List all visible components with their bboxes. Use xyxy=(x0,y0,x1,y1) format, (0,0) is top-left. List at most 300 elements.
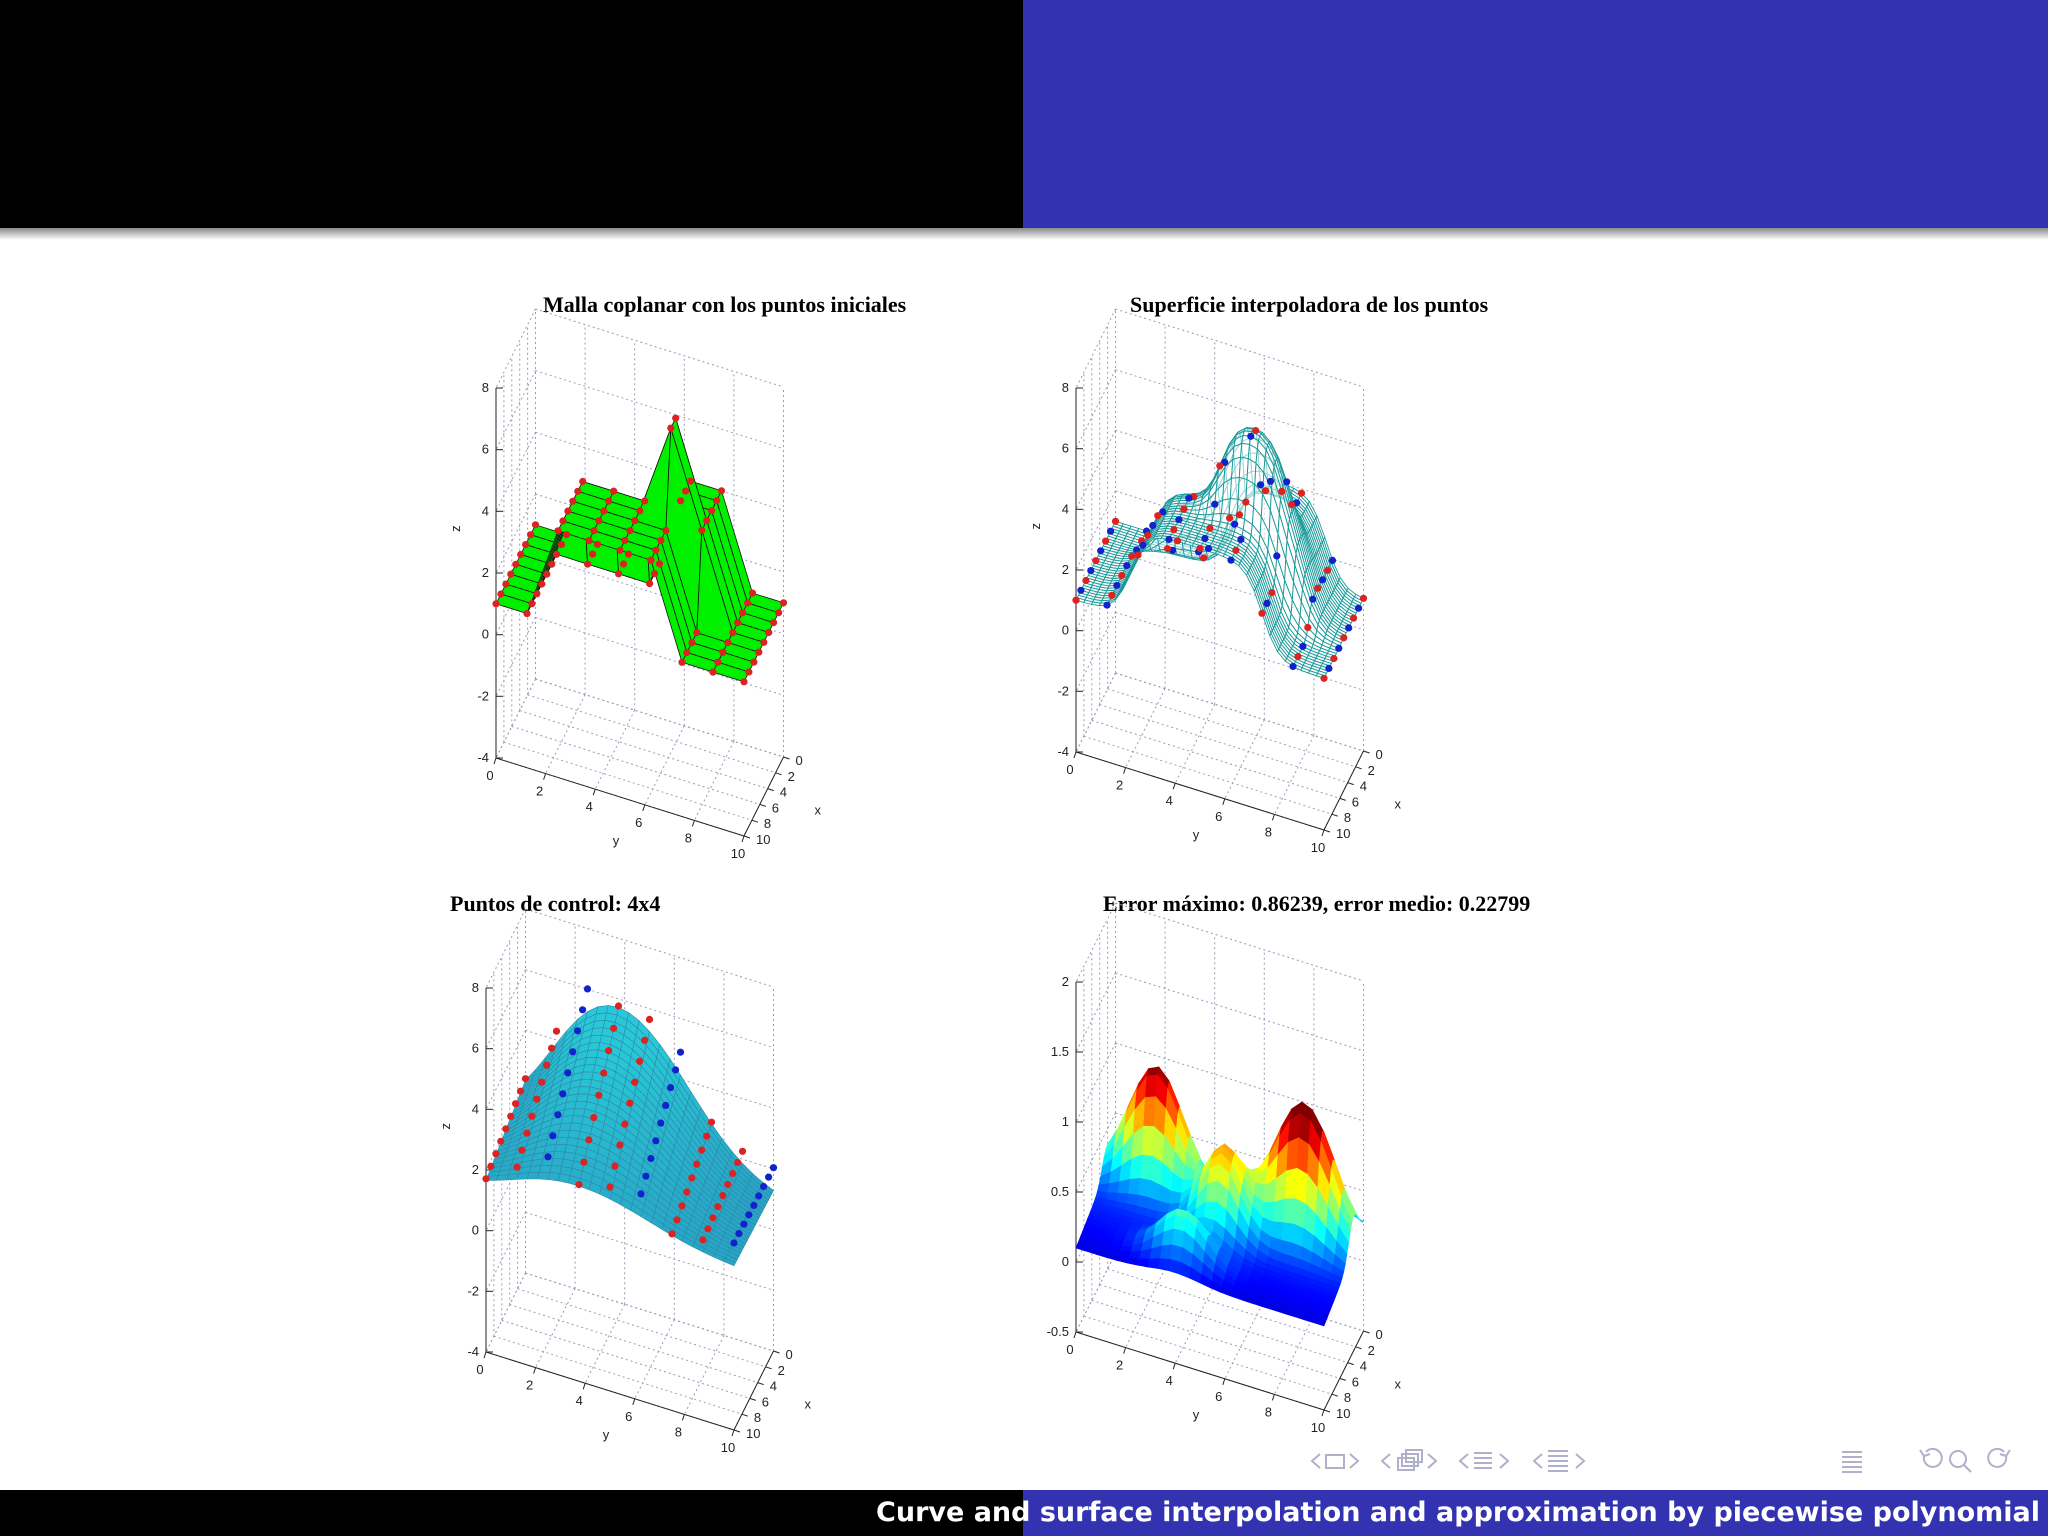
data-point-marker xyxy=(1237,536,1244,543)
plot-error-surface xyxy=(1020,870,1610,1440)
data-point-marker xyxy=(735,1230,742,1237)
surface-face xyxy=(551,1159,563,1167)
data-point-marker xyxy=(719,1192,726,1199)
data-point-marker xyxy=(693,629,700,636)
z-tick-label: 4 xyxy=(471,1101,479,1117)
data-point-marker xyxy=(580,1159,587,1166)
x-tick-label: 6 xyxy=(771,800,780,816)
data-point-marker xyxy=(765,1174,772,1181)
grid-line xyxy=(1076,903,1116,982)
nav-subsection-icon[interactable] xyxy=(1382,1450,1436,1470)
data-point-marker xyxy=(1227,557,1234,564)
data-point-marker xyxy=(724,639,731,646)
y-tick xyxy=(494,758,496,764)
data-point-marker xyxy=(693,1161,700,1168)
x-tick xyxy=(742,1414,748,1416)
data-point-marker xyxy=(750,659,757,666)
data-point-marker xyxy=(548,561,555,568)
surface-face xyxy=(561,1116,573,1124)
data-point-marker xyxy=(1164,545,1171,552)
data-point-marker xyxy=(1309,596,1316,603)
data-point-marker xyxy=(594,541,601,548)
data-point-marker xyxy=(543,571,550,578)
y-tick-label: 10 xyxy=(730,846,746,861)
data-point-marker xyxy=(683,649,690,656)
z-tick-label: 0 xyxy=(1061,622,1069,638)
data-point-marker xyxy=(1201,535,1208,542)
data-point-marker xyxy=(739,609,746,616)
plot-title: Error máximo: 0.86239, error medio: 0.22799 xyxy=(1103,891,1531,916)
x-tick-label: 10 xyxy=(756,832,771,847)
data-point-marker xyxy=(564,1069,571,1076)
data-point-marker xyxy=(1118,572,1125,579)
nav-frame-icon[interactable] xyxy=(1312,1454,1358,1468)
data-point-marker xyxy=(512,561,519,568)
y-tick-label: 4 xyxy=(585,799,593,815)
y-tick-label: 0 xyxy=(486,768,494,783)
grid-line xyxy=(496,617,536,696)
data-point-marker xyxy=(703,1133,710,1140)
x-tick xyxy=(750,1398,756,1400)
grid-line xyxy=(518,1289,766,1367)
data-point-marker xyxy=(688,1174,695,1181)
grid-line xyxy=(486,909,526,988)
grid-line xyxy=(635,1320,675,1399)
data-point-marker xyxy=(672,415,679,422)
grid-line xyxy=(526,1273,774,1351)
nav-back-icon[interactable] xyxy=(1920,1449,1942,1467)
data-point-marker xyxy=(637,1190,644,1197)
surface-face xyxy=(1206,1181,1218,1202)
data-point-marker xyxy=(522,1075,529,1082)
data-point-marker xyxy=(662,1102,669,1109)
data-point-marker xyxy=(1268,589,1275,596)
grid-line xyxy=(1076,370,1116,449)
z-axis-label: z xyxy=(448,525,463,532)
surface-face xyxy=(1169,1260,1181,1275)
data-point-marker xyxy=(1283,478,1290,485)
data-point-marker xyxy=(611,1162,618,1169)
grid-line xyxy=(528,695,776,773)
data-point-marker xyxy=(1108,592,1115,599)
data-point-marker xyxy=(682,487,689,494)
y-axis-label: y xyxy=(1192,827,1200,842)
data-point-marker xyxy=(1200,554,1207,561)
data-point-marker xyxy=(559,1090,566,1097)
surface-face xyxy=(1128,1258,1140,1265)
grid-line xyxy=(496,679,536,758)
data-point-marker xyxy=(616,1142,623,1149)
data-point-marker xyxy=(502,1125,509,1132)
y-tick-label: 6 xyxy=(635,814,643,830)
y-tick xyxy=(484,1352,486,1358)
data-point-marker xyxy=(563,531,570,538)
data-point-marker xyxy=(1288,501,1295,508)
data-point-marker xyxy=(755,649,762,656)
data-point-marker xyxy=(1340,634,1347,641)
z-tick-label: 6 xyxy=(1061,440,1069,456)
y-tick xyxy=(1322,1410,1324,1416)
y-tick-label: 4 xyxy=(575,1393,583,1409)
nav-presentation-icon[interactable] xyxy=(1534,1451,1584,1471)
data-point-marker xyxy=(1314,585,1321,592)
y-axis-label: y xyxy=(602,1427,610,1442)
surface-face xyxy=(1128,1178,1140,1195)
data-point-marker xyxy=(719,649,726,656)
z-tick-label: 4 xyxy=(1061,501,1069,517)
data-point-marker xyxy=(554,527,561,534)
data-point-marker xyxy=(729,629,736,636)
surface-face xyxy=(555,1145,567,1152)
data-point-marker xyxy=(668,1230,675,1237)
nav-section-icon[interactable] xyxy=(1460,1453,1508,1468)
data-point-marker xyxy=(652,547,659,554)
data-point-marker xyxy=(1298,490,1305,497)
footer-title: Curve and surface interpolation and approximation by piecewise polynomial xyxy=(876,1497,2040,1528)
x-tick-label: 0 xyxy=(1375,747,1383,762)
surface-face xyxy=(1273,1199,1285,1223)
surface-face xyxy=(1159,1259,1171,1271)
data-point-marker xyxy=(544,1153,551,1160)
surface-face xyxy=(588,1043,600,1051)
x-tick xyxy=(1340,1378,1346,1380)
data-point-marker xyxy=(1107,528,1114,535)
x-tick xyxy=(758,1383,764,1385)
data-point-marker xyxy=(699,1236,706,1243)
header-left-panel xyxy=(0,0,1023,228)
data-point-marker xyxy=(678,1202,685,1209)
x-tick xyxy=(1356,1347,1362,1349)
x-tick xyxy=(1324,1410,1330,1412)
data-point-marker xyxy=(502,581,509,588)
surface-face xyxy=(1139,1178,1151,1197)
data-point-marker xyxy=(497,1138,504,1145)
surface-mesh xyxy=(496,418,784,682)
y-tick-label: 8 xyxy=(1264,1404,1273,1420)
z-tick-label: 0 xyxy=(471,1222,479,1238)
data-point-marker xyxy=(729,1170,736,1177)
nav-forward-icon[interactable] xyxy=(1988,1449,2010,1467)
surface-face xyxy=(1282,1223,1294,1243)
x-tick-label: 4 xyxy=(1359,1358,1367,1374)
surface-face xyxy=(548,1173,560,1181)
data-point-marker xyxy=(1112,518,1119,525)
data-point-marker xyxy=(626,527,633,534)
y-tick xyxy=(1173,1363,1175,1369)
data-point-marker xyxy=(646,1016,653,1023)
y-tick xyxy=(1223,1379,1225,1385)
data-point-marker xyxy=(780,599,787,606)
surface-face xyxy=(1172,1229,1184,1248)
surface-face xyxy=(553,1152,565,1160)
data-point-marker xyxy=(1170,526,1177,533)
plot-title: Malla coplanar con los puntos iniciales xyxy=(543,292,907,317)
data-point-marker xyxy=(673,1216,680,1223)
y-tick xyxy=(1074,752,1076,758)
data-point-marker xyxy=(585,537,592,544)
z-tick-label: 4 xyxy=(481,503,489,519)
x-tick xyxy=(1332,1394,1338,1396)
data-point-marker xyxy=(621,1121,628,1128)
surface-face xyxy=(560,1123,572,1131)
data-point-marker xyxy=(1226,514,1233,521)
data-point-marker xyxy=(739,1148,746,1155)
x-tick xyxy=(1364,1331,1370,1333)
data-point-marker xyxy=(714,1203,721,1210)
slide-footer xyxy=(0,1490,2048,1536)
data-point-marker xyxy=(1247,433,1254,440)
z-tick-label: 1 xyxy=(1061,1114,1069,1129)
surface-face xyxy=(1160,1245,1172,1260)
data-point-marker xyxy=(1134,552,1141,559)
x-tick-label: 6 xyxy=(1351,794,1360,810)
data-point-marker xyxy=(1154,512,1161,519)
data-point-marker xyxy=(600,507,607,514)
surface-face xyxy=(585,1057,597,1065)
x-tick-label: 2 xyxy=(1367,762,1375,778)
y-tick xyxy=(1124,768,1126,774)
data-point-marker xyxy=(492,600,499,607)
data-point-marker xyxy=(558,541,565,548)
grid-line xyxy=(486,970,526,1049)
data-point-marker xyxy=(677,1049,684,1056)
data-point-marker xyxy=(564,508,571,515)
data-point-marker xyxy=(1113,582,1120,589)
data-point-marker xyxy=(1092,557,1099,564)
y-tick-label: 0 xyxy=(1066,762,1074,777)
x-tick-label: 10 xyxy=(746,1426,761,1441)
data-point-marker xyxy=(662,527,669,534)
data-point-marker xyxy=(641,1037,648,1044)
data-point-marker xyxy=(585,1136,592,1143)
data-point-marker xyxy=(527,531,534,538)
surface-face xyxy=(583,1065,595,1072)
data-point-marker xyxy=(636,507,643,514)
data-point-marker xyxy=(651,570,658,577)
x-tick xyxy=(768,789,774,791)
data-point-marker xyxy=(641,497,648,504)
surface-face xyxy=(573,1108,585,1116)
data-point-marker xyxy=(1128,553,1135,560)
surface-face xyxy=(527,1172,539,1179)
y-tick xyxy=(732,1430,734,1436)
data-point-marker xyxy=(1330,655,1337,662)
y-tick-label: 0 xyxy=(1066,1342,1074,1357)
plot-interpolating-surface xyxy=(1020,270,1610,870)
data-point-marker xyxy=(1355,605,1362,612)
surface-face xyxy=(1283,1199,1295,1224)
data-point-marker xyxy=(1320,675,1327,682)
data-point-marker xyxy=(590,527,597,534)
y-tick xyxy=(593,789,595,795)
grid-line xyxy=(1076,612,1116,691)
grid-line xyxy=(1116,973,1364,1051)
grid-line xyxy=(1126,689,1166,768)
grid-line xyxy=(1116,309,1364,387)
z-tick-label: -0.5 xyxy=(1046,1324,1069,1339)
data-point-marker xyxy=(718,487,725,494)
data-point-marker xyxy=(589,551,596,558)
y-tick-label: 2 xyxy=(1115,777,1124,793)
x-axis-label: x xyxy=(804,1396,811,1412)
surface-face xyxy=(556,1137,568,1144)
grid-line xyxy=(546,695,586,774)
grid-line xyxy=(496,432,536,511)
grid-line xyxy=(1076,309,1116,388)
surface-face xyxy=(1285,1168,1297,1199)
data-point-marker xyxy=(709,669,716,676)
grid-line xyxy=(645,726,685,805)
surface-face xyxy=(1142,1126,1154,1156)
x-tick xyxy=(1356,767,1362,769)
data-point-marker xyxy=(1294,653,1301,660)
x-axis-label: x xyxy=(814,802,821,818)
data-point-marker xyxy=(1257,481,1264,488)
data-point-marker xyxy=(548,1045,555,1052)
x-tick-label: 4 xyxy=(779,784,787,800)
header-shadow xyxy=(0,228,2048,240)
data-point-marker xyxy=(1258,610,1265,617)
data-point-marker xyxy=(1087,567,1094,574)
data-point-marker xyxy=(528,600,535,607)
data-point-marker xyxy=(1262,487,1269,494)
data-point-marker xyxy=(523,610,530,617)
data-point-marker xyxy=(579,1006,586,1013)
data-point-marker xyxy=(497,590,504,597)
footer-left-panel xyxy=(0,1490,1023,1536)
z-tick-label: -2 xyxy=(477,688,489,704)
y-tick-label: 2 xyxy=(1115,1357,1124,1373)
grid-line xyxy=(496,309,536,388)
y-tick-label: 2 xyxy=(525,1377,534,1393)
data-point-marker xyxy=(1139,542,1146,549)
surface-face xyxy=(575,1101,587,1109)
data-point-marker xyxy=(1304,624,1311,631)
y-tick xyxy=(643,805,645,811)
data-point-marker xyxy=(487,1163,494,1170)
grid-line xyxy=(1076,430,1116,509)
data-point-marker xyxy=(740,1221,747,1228)
y-tick-label: 6 xyxy=(1215,808,1223,824)
x-tick-label: 8 xyxy=(1343,810,1352,826)
z-tick-label: 8 xyxy=(1061,380,1069,395)
surface-face xyxy=(578,1087,590,1095)
grid-line xyxy=(1225,720,1265,799)
data-point-marker xyxy=(1299,643,1306,650)
y-tick-label: 10 xyxy=(1310,1420,1326,1435)
x-tick xyxy=(760,804,766,806)
data-point-marker xyxy=(1278,488,1285,495)
data-point-marker xyxy=(1289,663,1296,670)
x-tick-label: 8 xyxy=(753,1410,762,1426)
data-point-marker xyxy=(1345,624,1352,631)
data-point-marker xyxy=(553,1028,560,1035)
grid-line xyxy=(1126,1269,1166,1348)
data-point-marker xyxy=(482,1175,489,1182)
x-tick-label: 2 xyxy=(787,768,795,784)
surface-face xyxy=(581,1072,593,1079)
data-point-marker xyxy=(687,478,694,485)
surface-face xyxy=(1170,1191,1182,1204)
x-tick xyxy=(1348,1363,1354,1365)
data-point-marker xyxy=(1082,577,1089,584)
data-point-marker xyxy=(590,1114,597,1121)
y-tick xyxy=(1272,814,1274,820)
data-point-marker xyxy=(625,551,632,558)
z-tick-label: -4 xyxy=(467,1344,479,1359)
data-point-marker xyxy=(533,590,540,597)
data-point-marker xyxy=(1216,462,1223,469)
data-point-marker xyxy=(1205,545,1212,552)
error-surface xyxy=(1076,1067,1364,1326)
data-point-marker xyxy=(1325,665,1332,672)
y-tick xyxy=(544,774,546,780)
data-point-marker xyxy=(730,1239,737,1246)
nav-appendix-icon[interactable] xyxy=(1842,1452,1862,1472)
data-point-marker xyxy=(492,1150,499,1157)
data-point-marker xyxy=(1180,506,1187,513)
data-point-marker xyxy=(636,1058,643,1065)
y-tick xyxy=(1074,1332,1076,1338)
data-point-marker xyxy=(708,1119,715,1126)
data-point-marker xyxy=(1072,597,1079,604)
y-tick xyxy=(1173,783,1175,789)
data-point-marker xyxy=(1144,532,1151,539)
y-tick xyxy=(583,1383,585,1389)
nav-search-icon[interactable] xyxy=(1950,1451,1971,1472)
data-point-marker xyxy=(657,537,664,544)
y-tick-label: 8 xyxy=(1264,824,1273,840)
data-point-marker xyxy=(1232,547,1239,554)
data-point-marker xyxy=(703,517,710,524)
grid-line xyxy=(526,909,774,987)
grid-line xyxy=(486,1212,526,1291)
data-point-marker xyxy=(647,557,654,564)
grid-line xyxy=(536,371,784,449)
x-tick-label: 0 xyxy=(1375,1327,1383,1342)
data-point-marker xyxy=(538,580,545,587)
x-tick xyxy=(1332,814,1338,816)
data-point-marker xyxy=(734,619,741,626)
z-tick-label: 1.5 xyxy=(1050,1044,1069,1059)
x-tick xyxy=(766,1367,772,1369)
data-point-marker xyxy=(569,1048,576,1055)
data-point-marker xyxy=(677,497,684,504)
data-point-marker xyxy=(1324,567,1331,574)
data-point-marker xyxy=(652,1137,659,1144)
plot-control-points xyxy=(430,870,1020,1455)
data-point-marker xyxy=(626,1100,633,1107)
data-point-marker xyxy=(605,498,612,505)
y-tick xyxy=(692,820,694,826)
data-point-marker xyxy=(543,1062,550,1069)
data-point-marker xyxy=(512,1100,519,1107)
data-point-marker xyxy=(698,527,705,534)
data-point-marker xyxy=(708,507,715,514)
plot-initial-mesh xyxy=(430,270,1020,861)
y-tick xyxy=(534,1368,536,1374)
x-axis-label: x xyxy=(1394,796,1401,812)
data-point-marker xyxy=(1329,557,1336,564)
z-tick-label: 0 xyxy=(481,626,489,642)
plot-title: Superficie interpoladora de los puntos xyxy=(1130,292,1489,317)
data-point-marker xyxy=(523,1130,530,1137)
surface-face xyxy=(1294,1199,1306,1229)
grid-line xyxy=(1116,673,1364,751)
x-tick xyxy=(1324,830,1330,832)
data-point-marker xyxy=(569,498,576,505)
data-point-marker xyxy=(760,1183,767,1190)
